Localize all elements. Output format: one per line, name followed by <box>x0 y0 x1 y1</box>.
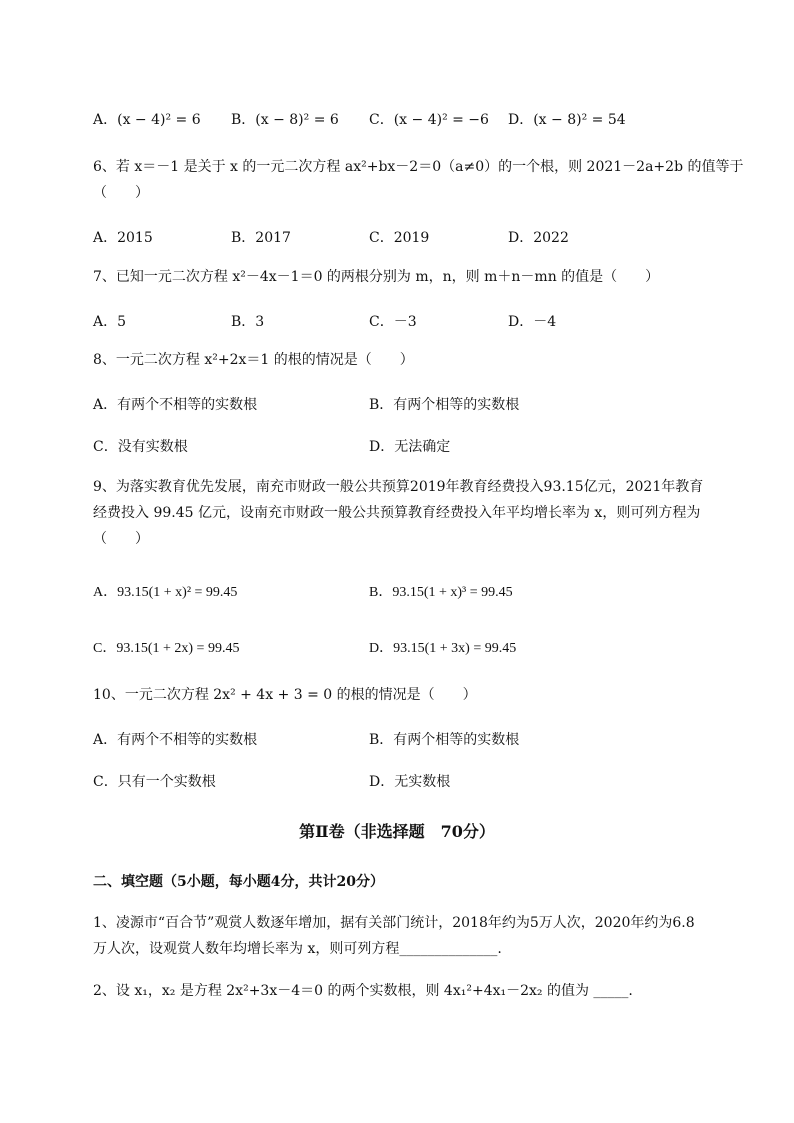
q10-option-c: C．只有一个实数根 <box>93 774 216 790</box>
q10-option-a: A．有两个不相等的实数根 <box>93 732 258 748</box>
q9-option-a: A．93.15(1 + x)² = 99.45 <box>93 585 238 600</box>
q9-option-d: D．93.15(1 + 3x) = 99.45 <box>369 641 517 656</box>
q9-stem-line3: （ ） <box>93 531 149 547</box>
part2-title: 第Ⅱ卷（非选择题 70分） <box>299 822 495 841</box>
q8-option-a: A．有两个不相等的实数根 <box>93 397 258 413</box>
fill1-stem-line2: 万人次，设观赏人数年均增长率为 x，则可列方程______________. <box>93 941 502 957</box>
q6-stem-line1: 6、若 x＝－1 是关于 x 的一元二次方程 ax²+bx－2＝0（a≠0）的一个根，则 2021－2a+2b 的值等于 <box>93 159 744 175</box>
q8-option-c: C．没有实数根 <box>93 439 188 455</box>
q6-option-d: D．2022 <box>508 230 569 246</box>
q10-stem: 10、一元二次方程 2x² + 4x + 3 = 0 的根的情况是（ ） <box>93 687 477 703</box>
q6-option-c: C．2019 <box>369 230 430 246</box>
q7-option-d: D．－4 <box>508 314 557 330</box>
q5-option-c: C．(x − 4)² = −6 <box>369 112 489 128</box>
q9-option-b: B．93.15(1 + x)³ = 99.45 <box>369 585 513 600</box>
q8-option-b: B．有两个相等的实数根 <box>369 397 520 413</box>
q5-option-d: D．(x − 8)² = 54 <box>508 112 626 128</box>
q6-option-b: B．2017 <box>231 230 291 246</box>
q7-option-b: B．3 <box>231 314 265 330</box>
fill1-stem-line1: 1、凌源市“百合节”观赏人数逐年增加，据有关部门统计，2018年约为5万人次，2020年约为6.8 <box>93 915 695 931</box>
q5-option-a: A．(x − 4)² = 6 <box>93 112 201 128</box>
q9-option-c: C．93.15(1 + 2x) = 99.45 <box>93 641 240 656</box>
q7-option-c: C．－3 <box>369 314 417 330</box>
fill2-stem: 2、设 x₁，x₂ 是方程 2x²+3x－4＝0 的两个实数根，则 4x₁²+4x₁－2x₂ 的值为 _____. <box>93 983 633 999</box>
q6-option-a: A．2015 <box>93 230 153 246</box>
q5-option-b: B．(x − 8)² = 6 <box>231 112 339 128</box>
q10-option-b: B．有两个相等的实数根 <box>369 732 520 748</box>
q7-stem: 7、已知一元二次方程 x²－4x－1＝0 的两根分别为 m，n，则 m＋n－mn 的值是（ ） <box>93 269 660 285</box>
q7-option-a: A．5 <box>93 314 127 330</box>
q8-option-d: D．无法确定 <box>369 439 451 455</box>
q9-stem-line1: 9、为落实教育优先发展，南充市财政一般公共预算2019年教育经费投入93.15亿元，2021年教育 <box>93 479 704 495</box>
q8-stem: 8、一元二次方程 x²+2x＝1 的根的情况是（ ） <box>93 352 414 368</box>
q9-stem-line2: 经费投入 99.45 亿元，设南充市财政一般公共预算教育经费投入年平均增长率为 x，则可列方程为 <box>93 505 701 521</box>
q10-option-d: D．无实数根 <box>369 774 451 790</box>
section2-heading: 二、填空题（5小题，每小题4分，共计20分） <box>93 874 384 890</box>
q6-stem-line2: （ ） <box>93 185 149 201</box>
